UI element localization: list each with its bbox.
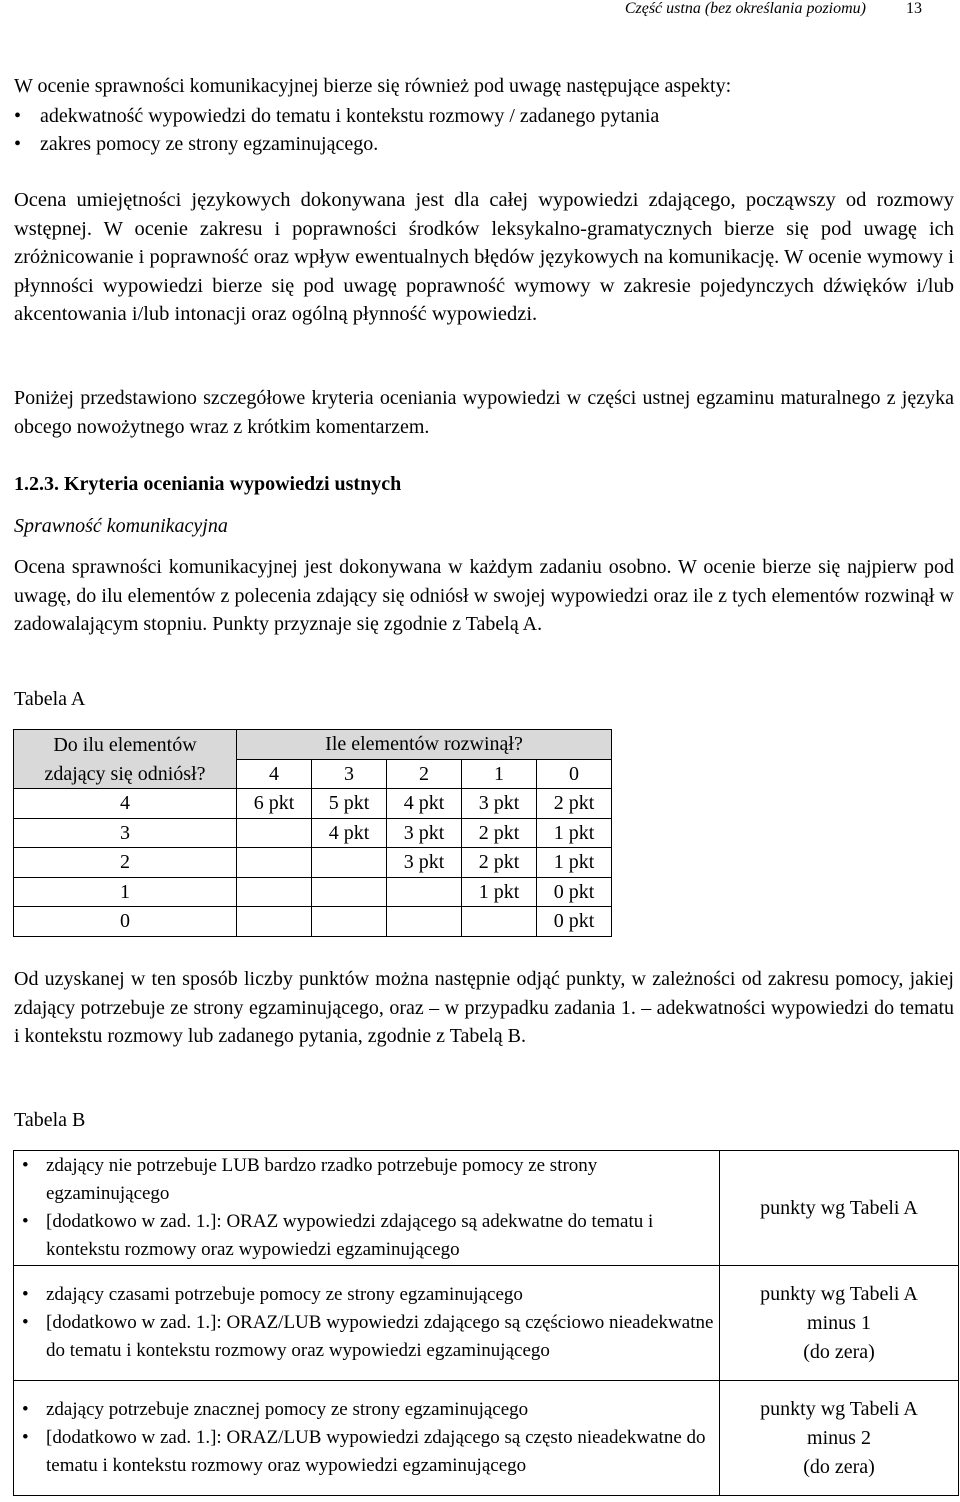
score-cell: 4 pkt — [312, 818, 387, 848]
result-line: (do zera) — [803, 1340, 875, 1363]
row-label: 1 — [14, 877, 237, 907]
table-a-label: Tabela A — [14, 688, 86, 710]
row-label: 0 — [14, 907, 237, 937]
list-item: • zdający potrzebuje znacznej pomocy ze strony egzaminującego — [22, 1396, 719, 1424]
score-cell: 0 pkt — [537, 907, 612, 937]
page-number: 13 — [906, 0, 922, 17]
table-row — [14, 818, 612, 848]
list-item: • zdający nie potrzebuje LUB bardzo rzadko potrzebuje pomocy ze strony egzaminującego — [22, 1152, 719, 1208]
score-cell: 1 pkt — [462, 877, 537, 907]
subsection-title: Sprawność komunikacyjna — [14, 515, 228, 537]
col-label: 2 — [387, 759, 462, 789]
score-cell: 2 pkt — [537, 789, 612, 819]
score-cell: 4 pkt — [387, 789, 462, 819]
score-cell: 2 pkt — [462, 818, 537, 848]
row-label: 4 — [14, 789, 237, 819]
paragraph-language-skills: Ocena umiejętności językowych dokonywana jest dla całej wypowiedzi zdającego, począwszy od rozmowy wstępnej. W ocenie zakresu i poprawności środków leksykalno-gramatycznych bierze się pod uwagę ich zróżnicowanie i poprawność oraz wpływ ewentualnych błędów językowych na komunikację. W ocenie wymowy i płynności wypowiedzi bierze się pod uwagę poprawność wymowy w zakresie pojedynczych dźwięków i/lub akcentowania i/lub intonacji oraz ogólną płynność wypowiedzi. — [14, 189, 954, 325]
table-row — [14, 1151, 959, 1266]
col-label: 4 — [237, 759, 312, 789]
result-line: punkty wg Tabeli A — [760, 1282, 918, 1305]
list-item: • [dodatkowo w zad. 1.]: ORAZ wypowiedzi zdającego są adekwatne do tematu i kontekstu rozmowy oraz wypowiedzi egzaminującego — [22, 1208, 719, 1264]
score-cell — [237, 818, 312, 848]
score-cell — [312, 877, 387, 907]
section-heading — [14, 470, 401, 498]
row-header-top: Do ilu elementów — [14, 730, 237, 760]
score-cell — [312, 907, 387, 937]
score-cell: 3 pkt — [462, 789, 537, 819]
row-label: 2 — [14, 848, 237, 878]
row-header-bottom: zdający się odniósł? — [14, 759, 237, 789]
score-cell — [312, 848, 387, 878]
section-title: Kryteria oceniania wypowiedzi ustnych — [64, 473, 402, 495]
score-cell: 3 pkt — [387, 848, 462, 878]
col-label: 0 — [537, 759, 612, 789]
score-cell: 1 pkt — [537, 848, 612, 878]
score-cell: 5 pkt — [312, 789, 387, 819]
list-item: • [dodatkowo w zad. 1.]: ORAZ/LUB wypowiedzi zdającego są często nieadekwatne do tematu i kontekstu rozmowy oraz wypowiedzi egzaminującego — [22, 1424, 719, 1480]
col-label: 1 — [462, 759, 537, 789]
list-item: • zdający czasami potrzebuje pomocy ze strony egzaminującego — [22, 1281, 719, 1309]
table-a — [13, 729, 612, 937]
score-cell: 0 pkt — [537, 877, 612, 907]
row-label: 3 — [14, 818, 237, 848]
column-header: Ile elementów rozwinął? — [237, 730, 612, 760]
score-cell: 3 pkt — [387, 818, 462, 848]
result-line: (do zera) — [803, 1455, 875, 1478]
section-number: 1.2.3. — [14, 473, 59, 495]
table-row — [14, 877, 612, 907]
intro-bullet: • zakres pomocy ze strony egzaminującego. — [14, 130, 378, 158]
score-cell — [462, 907, 537, 937]
paragraph-communication: Ocena sprawności komunikacyjnej jest dokonywana w każdym zadaniu osobno. W ocenie bierze się najpierw pod uwagę, do ilu elementów z polecenia zdający się odniósł w swojej wypowiedzi oraz ile z tych elementów rozwinął w zadowalającym stopniu. Punkty przyznaje się zgodnie z Tabelą A. — [14, 556, 954, 635]
table-b — [13, 1150, 959, 1496]
header-title: Część ustna (bez określania poziomu) — [624, 0, 866, 17]
result-line: minus 2 — [807, 1426, 871, 1449]
score-cell: 6 pkt — [237, 789, 312, 819]
score-cell: 1 pkt — [537, 818, 612, 848]
result-line: punkty wg Tabeli A — [760, 1196, 918, 1219]
intro-lead: W ocenie sprawności komunikacyjnej bierze się również pod uwagę następujące aspekty: — [14, 75, 732, 97]
page-header — [625, 0, 922, 18]
score-cell — [387, 877, 462, 907]
list-item: • [dodatkowo w zad. 1.]: ORAZ/LUB wypowiedzi zdającego są częściowo nieadekwatne do tematu i kontekstu rozmowy oraz wypowiedzi egzaminującego — [22, 1309, 719, 1365]
table-row — [14, 907, 612, 937]
score-cell — [387, 907, 462, 937]
score-cell: 2 pkt — [462, 848, 537, 878]
score-cell — [237, 877, 312, 907]
table-row — [14, 789, 612, 819]
col-label: 3 — [312, 759, 387, 789]
table-b-label: Tabela B — [14, 1109, 86, 1131]
table-row — [14, 1266, 959, 1381]
paragraph-deductions: Od uzyskanej w ten sposób liczby punktów można następnie odjąć punkty, w zależności od zakresu pomocy, jakiej zdający potrzebuje ze strony egzaminującego, oraz – w przypadku zadania 1. – adekwatności wypowiedzi do tematu i kontekstu rozmowy lub zadanego pytania, zgodnie z Tabelą B. — [14, 968, 954, 1047]
result-line: minus 1 — [807, 1311, 871, 1334]
score-cell — [237, 907, 312, 937]
table-row — [14, 1381, 959, 1496]
score-cell — [237, 848, 312, 878]
intro-bullet: • adekwatność wypowiedzi do tematu i kontekstu rozmowy / zadanego pytania — [14, 102, 659, 130]
table-row — [14, 848, 612, 878]
paragraph-criteria-intro: Poniżej przedstawiono szczegółowe kryteria oceniania wypowiedzi w części ustnej egzaminu maturalnego z języka obcego nowożytnego wraz z krótkim komentarzem. — [14, 387, 954, 438]
result-line: punkty wg Tabeli A — [760, 1397, 918, 1420]
